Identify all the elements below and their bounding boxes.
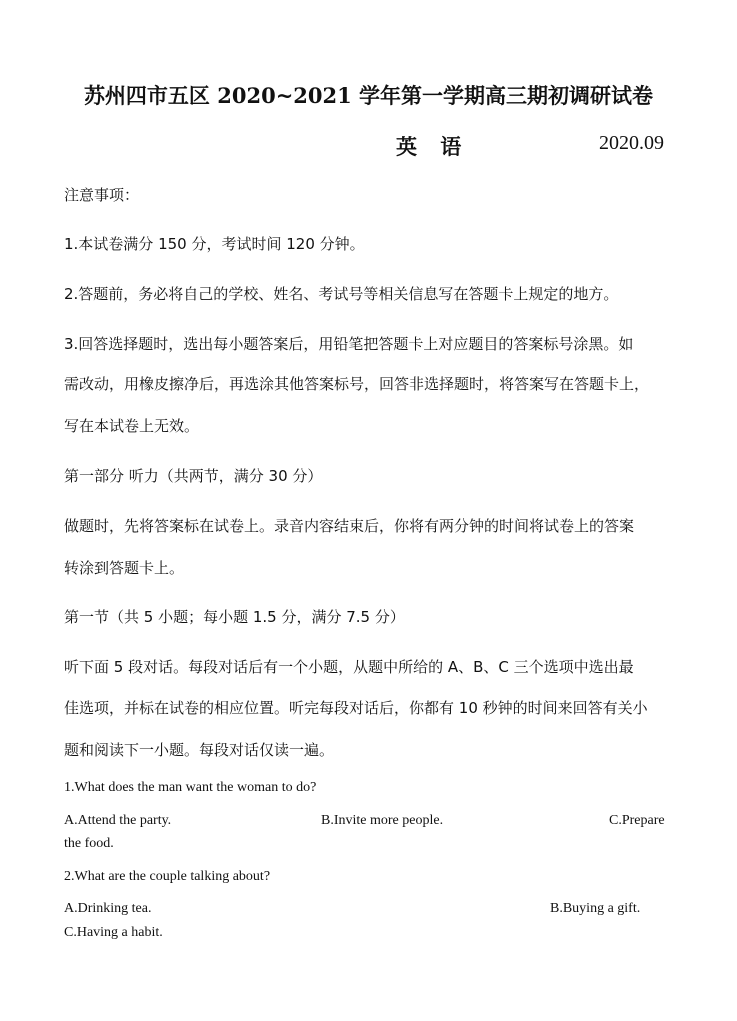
question-2-option-b: B.Buying a gift. — [550, 901, 641, 916]
part1-instruction-line-1: 做题时，先将答案标在试卷上。录音内容结束后，你将有两分钟的时间将试卷上的答案 — [64, 517, 635, 535]
exam-date: 2020.09 — [599, 132, 664, 154]
question-1-option-b: B.Invite more people. — [321, 813, 444, 828]
question-1-option-c: C.Prepare — [609, 813, 665, 828]
part1-heading: 第一部分 听力（共两节，满分 30 分） — [64, 467, 323, 485]
question-2-stem: 2.What are the couple talking about? — [64, 869, 271, 884]
exam-title: 苏州四市五区 2020~2021 学年第一学期高三期初调研试卷 — [83, 83, 654, 108]
section1-instruction-line-3: 题和阅读下一小题。每段对话仅读一遍。 — [64, 741, 335, 759]
notice-item-3-line-1: 3.回答选择题时，选出每小题答案后，用铅笔把答题卡上对应题目的答案标号涂黑。如 — [64, 335, 634, 353]
notice-item-3-line-2: 需改动，用橡皮擦净后，再选涂其他答案标号，回答非选择题时，将答案写在答题卡上， — [64, 375, 650, 393]
question-2-option-c: C.Having a habit. — [64, 925, 163, 940]
question-1-option-c-continued: the food. — [64, 836, 114, 851]
notice-item-1: 1.本试卷满分 150 分，考试时间 120 分钟。 — [64, 235, 365, 253]
question-1-stem: 1.What does the man want the woman to do? — [64, 780, 317, 795]
notice-item-2: 2.答题前，务必将自己的学校、姓名、考试号等相关信息写在答题卡上规定的地方。 — [64, 285, 619, 303]
section1-instruction-line-1: 听下面 5 段对话。每段对话后有一个小题，从题中所给的 A、B、C 三个选项中选出最 — [64, 658, 634, 676]
question-1-option-a: A.Attend the party. — [64, 813, 172, 828]
subject-label: 英 语 — [396, 134, 470, 159]
section1-instruction-line-2: 佳选项，并标在试卷的相应位置。听完每段对话后，你都有 10 秒钟的时间来回答有关小 — [64, 699, 648, 717]
section1-heading: 第一节（共 5 小题；每小题 1.5 分，满分 7.5 分） — [64, 608, 405, 626]
question-2-option-a: A.Drinking tea. — [64, 901, 152, 916]
notice-heading: 注意事项： — [64, 186, 140, 204]
notice-item-3-line-3: 写在本试卷上无效。 — [64, 417, 200, 435]
part1-instruction-line-2: 转涂到答题卡上。 — [64, 559, 185, 577]
